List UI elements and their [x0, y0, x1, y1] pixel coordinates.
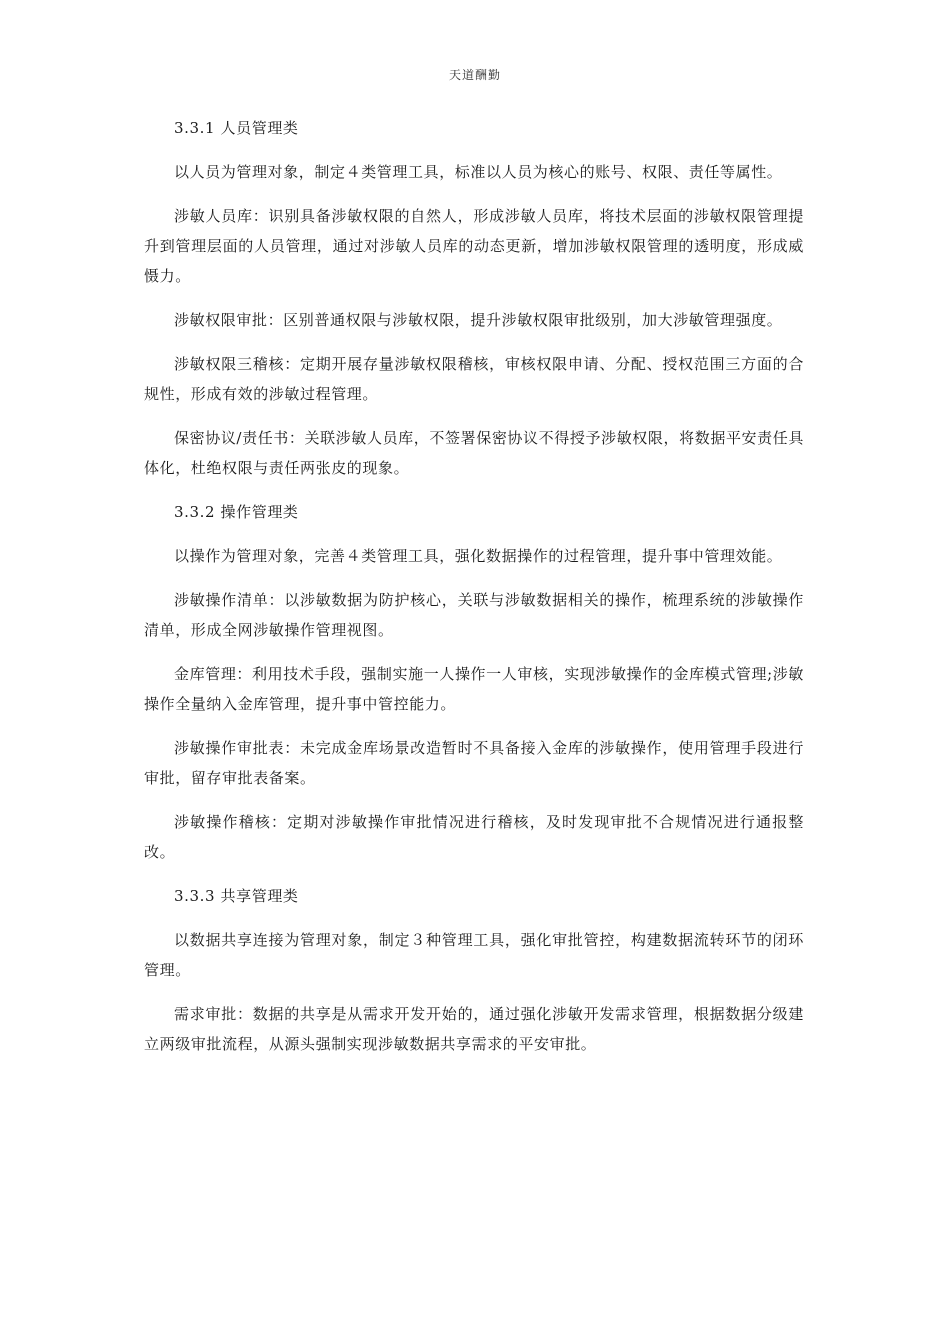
paragraph: 涉敏权限三稽核：定期开展存量涉敏权限稽核，审核权限申请、分配、授权范围三方面的合规性，形成有效的涉敏过程管理。: [144, 355, 804, 403]
paragraph: 保密协议/责任书：关联涉敏人员库，不签署保密协议不得授予涉敏权限，将数据平安责任具体化，杜绝权限与责任两张皮的现象。: [144, 429, 804, 477]
paragraph: 涉敏操作稽核：定期对涉敏操作审批情况进行稽核，及时发现审批不合规情况进行通报整改。: [144, 813, 804, 861]
section-heading: 3.3.1 人员管理类: [174, 119, 299, 137]
section-heading: 3.3.2 操作管理类: [174, 503, 299, 521]
paragraph: 需求审批：数据的共享是从需求开发开始的，通过强化涉敏开发需求管理，根据数据分级建立两级审批流程，从源头强制实现涉敏数据共享需求的平安审批。: [144, 1005, 804, 1053]
paragraph: 涉敏人员库：识别具备涉敏权限的自然人，形成涉敏人员库，将技术层面的涉敏权限管理提升到管理层面的人员管理，通过对涉敏人员库的动态更新，增加涉敏权限管理的透明度，形成威慑力。: [144, 207, 804, 285]
document-body: [144, 113, 804, 1073]
page-header: 天道酬勤: [448, 68, 501, 82]
paragraph: 涉敏操作审批表：未完成金库场景改造暂时不具备接入金库的涉敏操作，使用管理手段进行审批，留存审批表备案。: [144, 739, 804, 787]
paragraph: 以数据共享连接为管理对象，制定３种管理工具，强化审批管控，构建数据流转环节的闭环管理。: [144, 931, 804, 979]
paragraph: 涉敏权限审批：区别普通权限与涉敏权限，提升涉敏权限审批级别，加大涉敏管理强度。: [174, 311, 783, 329]
paragraph: 以人员为管理对象，制定４类管理工具，标准以人员为核心的账号、权限、责任等属性。: [174, 163, 783, 181]
paragraph: 金库管理：利用技术手段，强制实施一人操作一人审核，实现涉敏操作的金库模式管理;涉敏操作全量纳入金库管理，提升事中管控能力。: [144, 665, 804, 713]
paragraph: 以操作为管理对象，完善４类管理工具，强化数据操作的过程管理，提升事中管理效能。: [174, 547, 783, 565]
section-heading: 3.3.3 共享管理类: [174, 887, 299, 905]
paragraph: 涉敏操作清单：以涉敏数据为防护核心，关联与涉敏数据相关的操作，梳理系统的涉敏操作清单，形成全网涉敏操作管理视图。: [144, 591, 804, 639]
